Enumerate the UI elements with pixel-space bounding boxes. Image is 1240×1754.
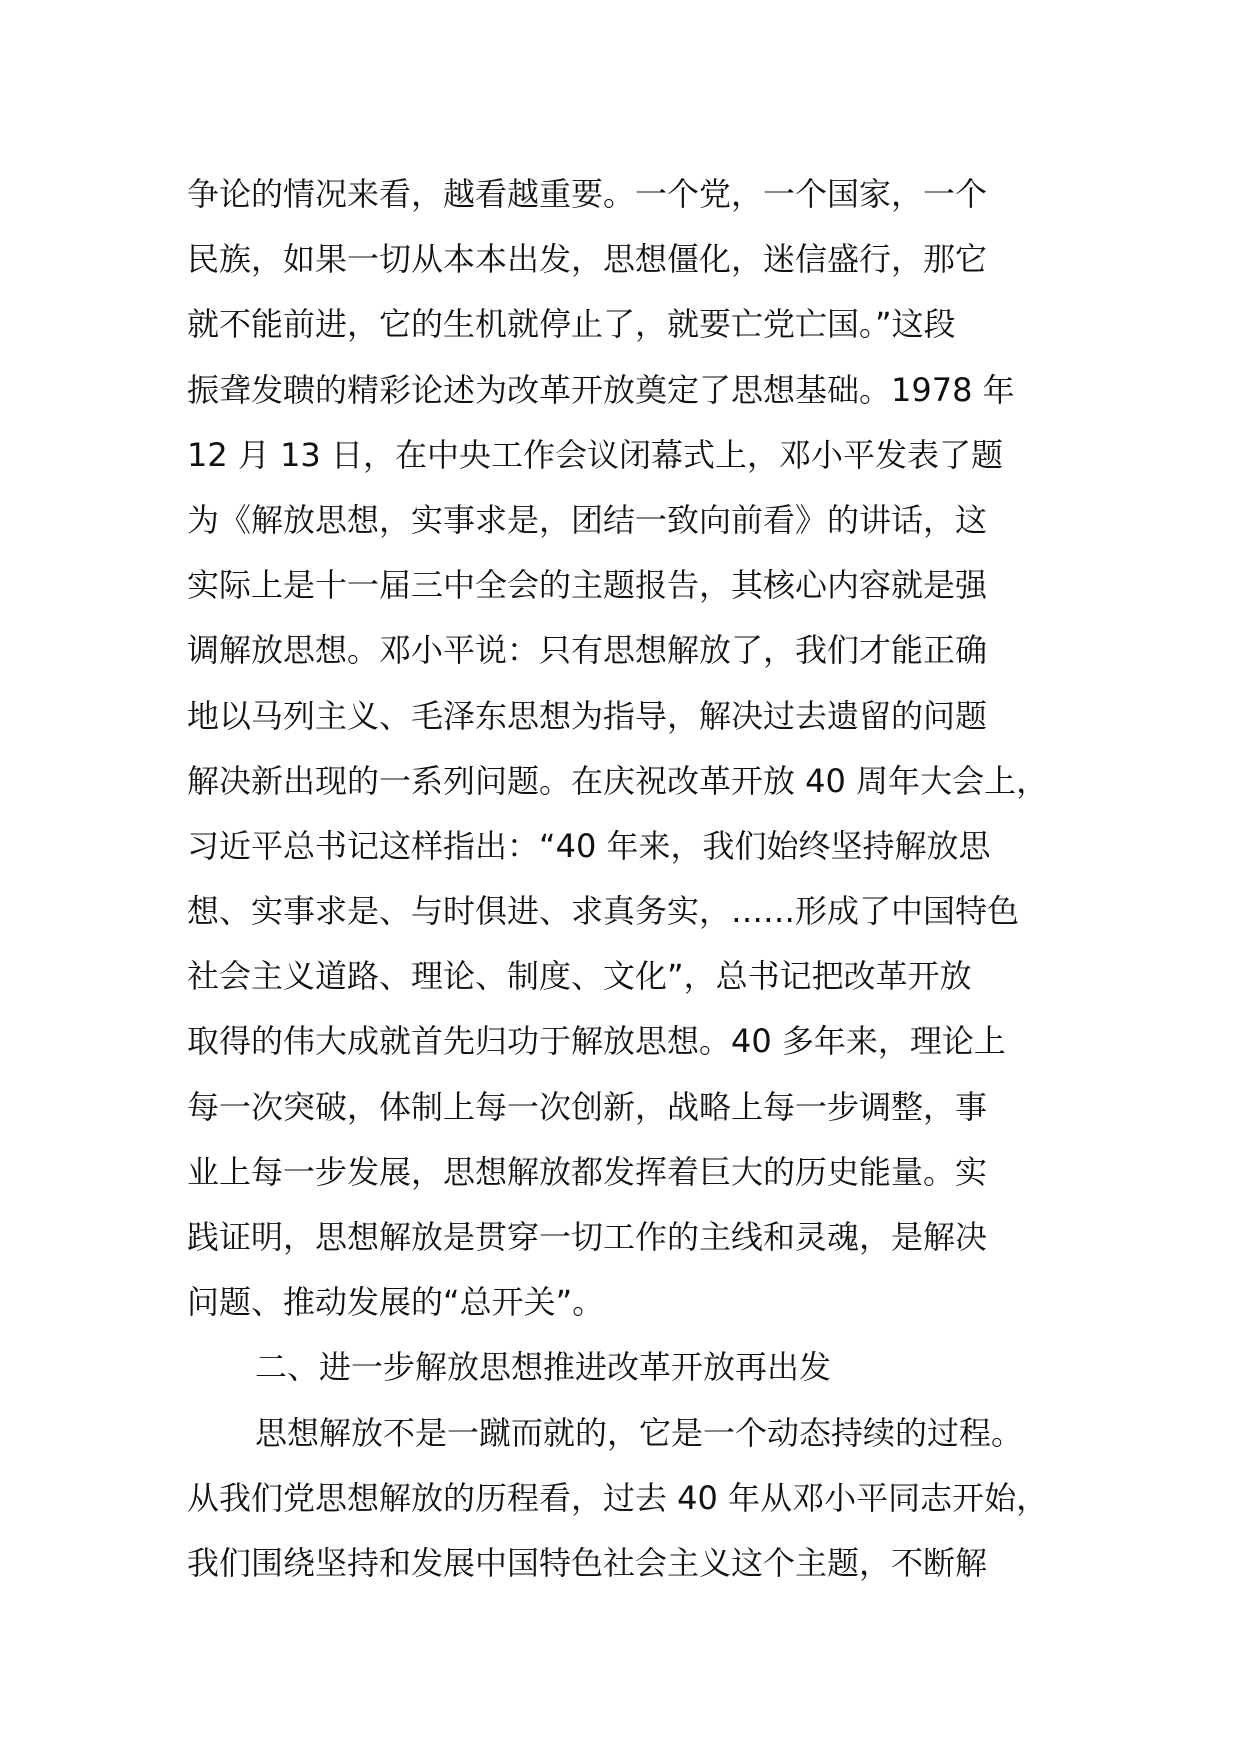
text-line: 社会主义道路、理论、制度、文化”，总书记把改革开放: [187, 957, 972, 996]
text-line: 习近平总书记这样指出：“40 年来，我们始终坚持解放思: [187, 826, 991, 865]
body-text: [187, 162, 1087, 1596]
text-line: 思想解放不是一蹴而就的，它是一个动态持续的过程。: [255, 1413, 1024, 1452]
text-line: 就不能前进，它的生机就停止了，就要亡党亡国。”这段: [187, 305, 956, 344]
text-line: 我们围绕坚持和发展中国特色社会主义这个主题，不断解: [187, 1543, 988, 1582]
text-line: 为《解放思想，实事求是，团结一致向前看》的讲话，这: [187, 500, 988, 539]
text-line: 民族，如果一切从本本出发，思想僵化，迷信盛行，那它: [187, 240, 988, 279]
text-line: 每一次突破，体制上每一次创新，战略上每一步调整，事: [187, 1087, 988, 1126]
text-line: 取得的伟大成就首先归功于解放思想。40 多年来，理论上: [187, 1022, 1006, 1061]
text-line: 地以马列主义、毛泽东思想为指导，解决过去遗留的问题: [187, 696, 988, 735]
text-line: 从我们党思想解放的历程看，过去 40 年从邓小平同志开始，: [187, 1478, 1049, 1517]
text-line: 争论的情况来看，越看越重要。一个党，一个国家，一个: [187, 175, 988, 213]
text-line: 振聋发聩的精彩论述为改革开放奠定了思想基础。1978 年: [187, 370, 1015, 409]
section-heading: 二、进一步解放思想推进改革开放再出发: [255, 1348, 832, 1387]
text-line: 业上每一步发展，思想解放都发挥着巨大的历史能量。实: [187, 1152, 988, 1191]
text-line: 问题、推动发展的“总开关”。: [187, 1283, 605, 1322]
text-line: 实际上是十一届三中全会的主题报告，其核心内容就是强: [187, 566, 988, 605]
text-line: 调解放思想。邓小平说：只有思想解放了，我们才能正确: [187, 631, 988, 670]
text-line: 践证明，思想解放是贯穿一切工作的主线和灵魂，是解决: [187, 1218, 988, 1256]
text-line: 解决新出现的一系列问题。在庆祝改革开放 40 周年大会上，: [187, 761, 1049, 800]
text-line: 12 月 13 日，在中央工作会议闭幕式上，邓小平发表了题: [187, 435, 1003, 474]
text-line: 想、实事求是、与时俱进、求真务实，……形成了中国特色: [187, 892, 1020, 931]
